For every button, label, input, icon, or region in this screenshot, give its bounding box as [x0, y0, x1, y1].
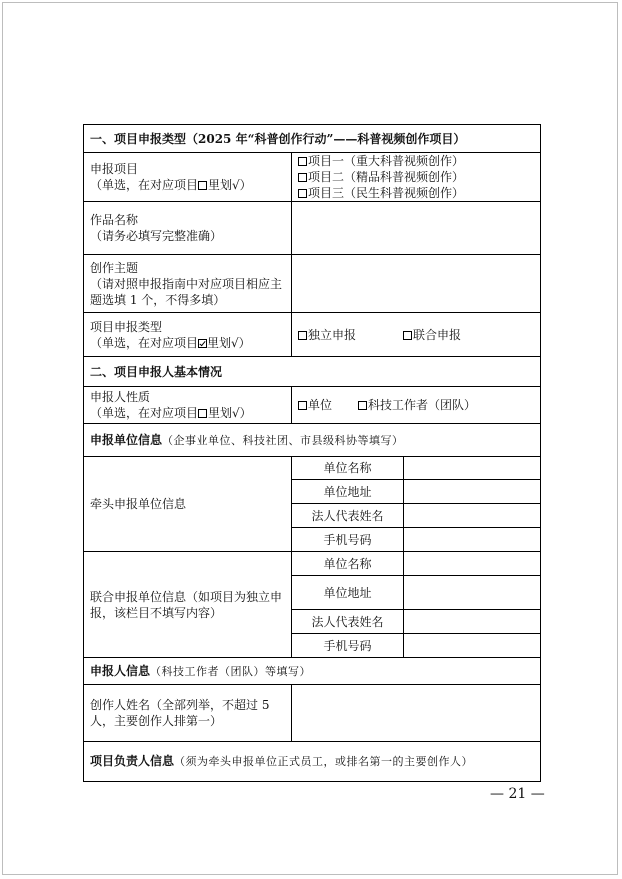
applicant-nature-options-cell [292, 387, 541, 424]
option-project-2[interactable]: 项目二（精品科普视频创作） [298, 169, 534, 185]
lead-unit-address-field[interactable] [404, 480, 541, 504]
checkbox-icon[interactable] [358, 401, 367, 410]
lead-unit-legal-rep-field[interactable] [404, 504, 541, 528]
lead-unit-name-field[interactable] [404, 457, 541, 480]
checkbox-icon[interactable] [298, 331, 307, 340]
project-label: 申报项目 [90, 162, 139, 176]
checkbox-icon[interactable] [298, 401, 307, 410]
checkbox-icon [198, 409, 207, 418]
joint-unit-legal-rep-label: 法人代表姓名 [292, 610, 404, 634]
project-row [84, 153, 541, 202]
apply-type-label-cell [84, 313, 292, 357]
creators-row [84, 685, 541, 742]
apply-type-row [84, 313, 541, 357]
applicant-nature-row [84, 387, 541, 424]
lead-unit-phone-field[interactable] [404, 528, 541, 552]
applicant-nature-label: 申报人性质 [90, 390, 151, 404]
theme-field[interactable] [292, 255, 541, 313]
lead-unit-phone-label: 手机号码 [292, 528, 404, 552]
joint-unit-phone-field[interactable] [404, 634, 541, 658]
option-joint[interactable]: 联合申报 [403, 327, 461, 343]
section1-title: 一、项目申报类型（2025 年“科普创作行动”——科普视频创作项目） [84, 125, 541, 153]
project-options-cell [292, 153, 541, 202]
lead-unit-legal-rep-label: 法人代表姓名 [292, 504, 404, 528]
theme-row [84, 255, 541, 313]
joint-unit-name-label: 单位名称 [292, 552, 404, 576]
joint-unit-name-field[interactable] [404, 552, 541, 576]
option-project-3[interactable]: 项目三（民生科普视频创作） [298, 185, 534, 201]
application-form-table [83, 124, 541, 782]
apply-type-label: 项目申报类型 [90, 319, 163, 334]
lead-unit-address-label: 单位地址 [292, 480, 404, 504]
person-info-header-row [84, 658, 541, 685]
theme-label: 创作主题 [90, 260, 139, 275]
lead-unit-label: 牵头申报单位信息 [84, 457, 292, 552]
applicant-nature-label-cell [84, 387, 292, 424]
section2-header-row [84, 357, 541, 387]
work-name-label: 作品名称 [90, 213, 139, 227]
applicant-nature-hint: （单选，在对应项目 里划√） [90, 406, 252, 420]
apply-type-options-cell [292, 313, 541, 357]
joint-unit-row-name [84, 552, 541, 576]
option-project-1[interactable]: 项目一（重大科普视频创作） [298, 153, 534, 169]
lead-unit-row-name [84, 457, 541, 480]
section1-header-row [84, 125, 541, 153]
person-info-note: （科技工作者（团队）等填写） [150, 664, 312, 678]
creators-field[interactable] [292, 685, 541, 742]
option-scientist-team[interactable]: 科技工作者（团队） [358, 397, 476, 413]
joint-unit-address-label: 单位地址 [292, 576, 404, 610]
unit-info-header-row [84, 424, 541, 457]
theme-label-cell [84, 255, 292, 313]
joint-unit-address-field[interactable] [404, 576, 541, 610]
theme-hint: （请对照申报指南中对应项目相应主题选填 1 个，不得多填） [90, 276, 283, 307]
unit-info-note: （企事业单位、科技社团、市县级科协等填写） [162, 433, 404, 447]
unit-info-title: 申报单位信息（企事业单位、科技社团、市县级科协等填写） [84, 424, 541, 457]
option-independent[interactable]: 独立申报 [298, 327, 403, 343]
joint-unit-label: 联合申报单位信息（如项目为独立申报，该栏目不填写内容） [84, 552, 292, 658]
lead-unit-name-label: 单位名称 [292, 457, 404, 480]
apply-type-hint: （单选，在对应项目 里划√） [90, 335, 251, 350]
leader-info-title: 项目负责人信息（须为牵头申报单位正式员工，或排名第一的主要创作人） [84, 742, 541, 782]
leader-info-note: （须为牵头申报单位正式员工，或排名第一的主要创作人） [174, 755, 474, 768]
creators-label: 创作人姓名（全部列举，不超过 5 人，主要创作人排第一） [84, 685, 292, 742]
option-unit[interactable]: 单位 [298, 397, 358, 413]
checkbox-icon [198, 181, 207, 190]
section2-title: 二、项目申报人基本情况 [84, 357, 541, 387]
page-number: — 21 — [490, 786, 545, 802]
work-name-label-cell [84, 202, 292, 255]
leader-info-header-row [84, 742, 541, 782]
person-info-title: 申报人信息（科技工作者（团队）等填写） [84, 658, 541, 685]
checkbox-icon[interactable] [298, 173, 307, 182]
checkbox-icon[interactable] [403, 331, 412, 340]
joint-unit-phone-label: 手机号码 [292, 634, 404, 658]
checked-box-icon [198, 339, 207, 348]
joint-unit-legal-rep-field[interactable] [404, 610, 541, 634]
checkbox-icon[interactable] [298, 157, 307, 166]
work-name-field[interactable] [292, 202, 541, 255]
project-hint: （单选，在对应项目 里划√） [90, 178, 252, 192]
project-label-cell [84, 153, 292, 202]
checkbox-icon[interactable] [298, 189, 307, 198]
work-name-hint: （请务必填写完整准确） [90, 229, 223, 243]
work-name-row [84, 202, 541, 255]
